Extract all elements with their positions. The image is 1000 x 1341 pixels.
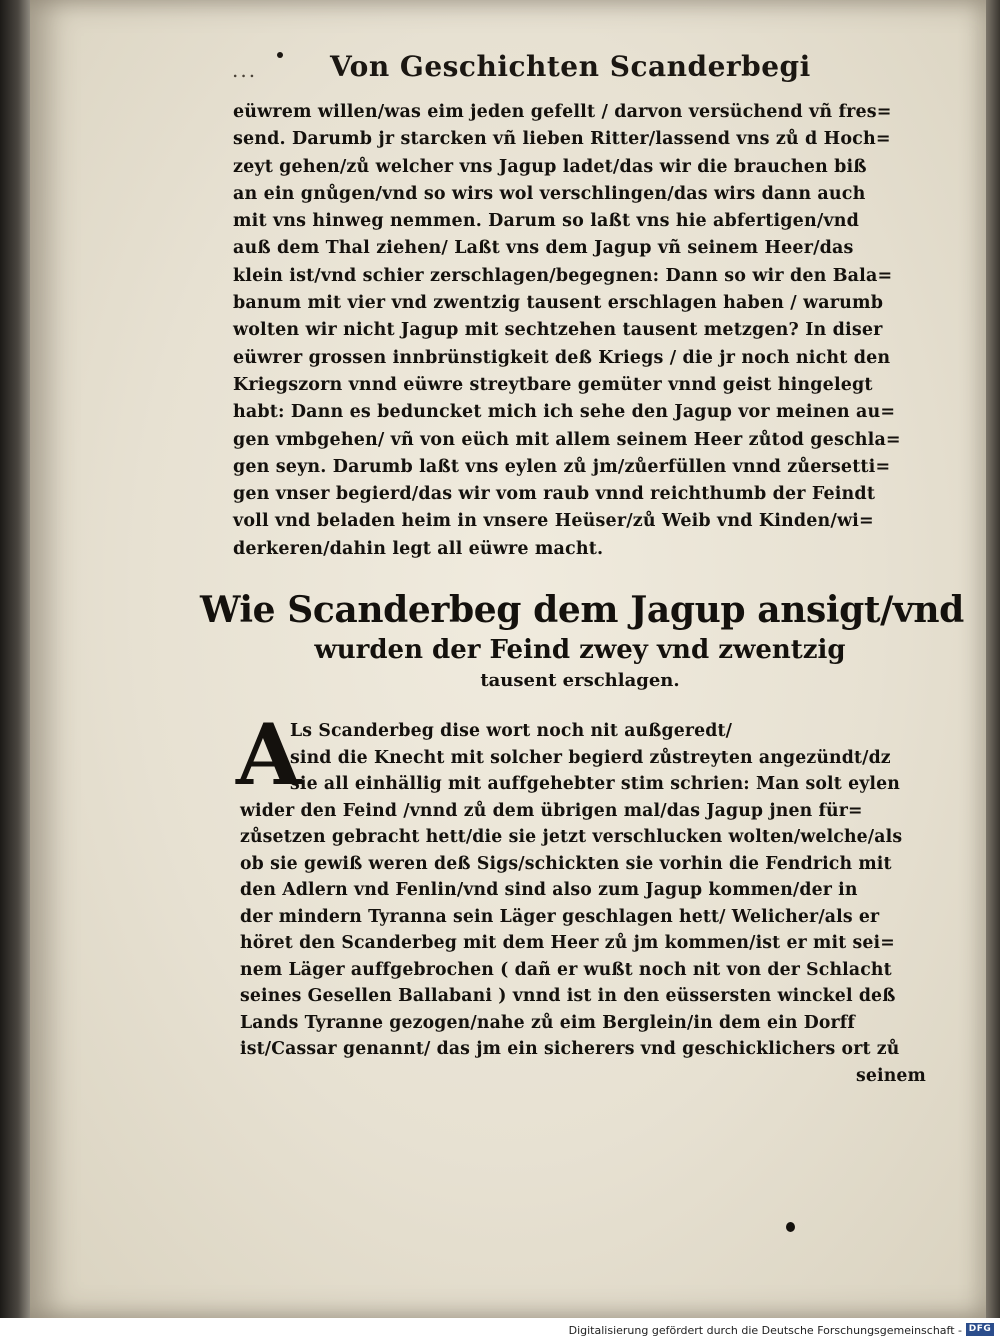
text-line: sie all einhällig mit auffgehebter stim schrien: Man solt eylen: [290, 774, 900, 794]
text-line: zeyt gehen/zů welcher vns Jagup ladet/das wir die brauchen biß: [233, 156, 867, 177]
text-line: send. Darumb jr starcken vñ lieben Ritter/lassend vns zů d Hoch=: [233, 129, 891, 150]
text-line: ob sie gewiß weren deß Sigs/schickten sie vorhin die Fendrich mit: [240, 853, 892, 874]
text-line: klein ist/vnd schier zerschlagen/begegnen: Dann so wir den Bala=: [233, 265, 893, 286]
text-line: eüwrem willen/was eim jeden gefellt / darvon versüchend vñ fres=: [233, 102, 892, 122]
text-line: voll vnd beladen heim in vnsere Heüser/zů Weib vnd Kinden/wi=: [233, 511, 874, 532]
head-dot: [277, 52, 283, 58]
text-line: eüwrer grossen innbrünstigkeit deß Kriegs / die jr noch nicht den: [233, 347, 891, 368]
scan-border-left: [0, 0, 30, 1341]
text-line: gen seyn. Darumb laßt vns eylen zů jm/zůerfüllen vnnd zůersetti=: [233, 456, 891, 477]
running-head: Von Geschichten Scanderbegi: [330, 50, 811, 83]
text-line: seines Gesellen Ballabani ) vnnd ist in den eüssersten winckel deß: [240, 986, 896, 1006]
section-title-line: Wie Scanderbeg dem Jagup ansigt/vnd: [200, 589, 964, 631]
text-line: Kriegszorn vnnd eüwre streytbare gemüter vnnd geist hingelegt: [233, 374, 873, 395]
text-line: gen vmbgehen/ vñ von eüch mit allem seinem Heer zůtod geschla=: [233, 429, 901, 450]
text-line: auß dem Thal ziehen/ Laßt vns dem Jagup vñ seinem Heer/das: [233, 238, 854, 259]
head-mark: ...: [232, 58, 258, 82]
drop-cap: A: [236, 705, 302, 804]
upper-text-block: [233, 99, 923, 563]
text-line: gen vnser begierd/das wir vom raub vnnd reichthumb der Feindt: [233, 484, 876, 505]
catchword: seinem: [855, 1065, 926, 1086]
dfg-logo: DFG: [966, 1323, 994, 1336]
text-line: höret den Scanderbeg mit dem Heer zů jm kommen/ist er mit sei=: [240, 933, 895, 953]
text-line: banum mit vier vnd zwentzig tausent erschlagen haben / warumb: [233, 293, 884, 314]
text-line: wolten wir nicht Jagup mit sechtzehen tausent metzgen? In diser: [233, 320, 883, 341]
text-line: den Adlern vnd Fenlin/vnd sind also zum Jagup kommen/der in: [240, 880, 858, 900]
text-line: der mindern Tyranna sein Läger geschlagen hett/ Welicher/als er: [240, 906, 880, 927]
section-title-line: wurden der Feind zwey vnd zwentzig: [314, 635, 846, 665]
text-line: zůsetzen gebracht hett/die sie jetzt verschlucken wolten/welche/als: [240, 827, 903, 847]
ink-dot: [786, 1222, 795, 1232]
text-line: an ein gnůgen/vnd so wirs wol verschlingen/das wirs dann auch: [233, 183, 866, 204]
text-line: mit vns hinweg nemmen. Darum so laßt vns hie abfertigen/vnd: [233, 211, 859, 232]
text-line: Ls Scanderbeg dise wort noch nit außgeredt/: [290, 721, 733, 741]
scan-border-right: [986, 0, 1000, 1341]
text-line: wider den Feind /vnnd zů dem übrigen mal/das Jagup jnen für=: [240, 800, 863, 821]
section-title: [200, 586, 964, 696]
text-line: sind die Knecht mit solcher begierd zůstreyten angezündt/dz: [290, 747, 891, 768]
digitization-credit: Digitalisierung gefördert durch die Deutsche Forschungsgemeinschaft -: [568, 1324, 962, 1337]
text-line: ist/Cassar genannt/ das jm ein sicherers vnd geschicklichers ort zů: [240, 1039, 900, 1059]
text-line: nem Läger auffgebrochen ( dañ er wußt noch nit von der Schlacht: [240, 959, 892, 980]
lower-text-block: [240, 718, 930, 1089]
text-line: habt: Dann es beduncket mich ich sehe den Jagup vor meinen au=: [233, 402, 896, 423]
text-line: derkeren/dahin legt all eüwre macht.: [233, 538, 604, 559]
text-line: Lands Tyranne gezogen/nahe zů eim Berglein/in dem ein Dorff: [240, 1012, 855, 1033]
section-title-line: tausent erschlagen.: [480, 670, 680, 691]
